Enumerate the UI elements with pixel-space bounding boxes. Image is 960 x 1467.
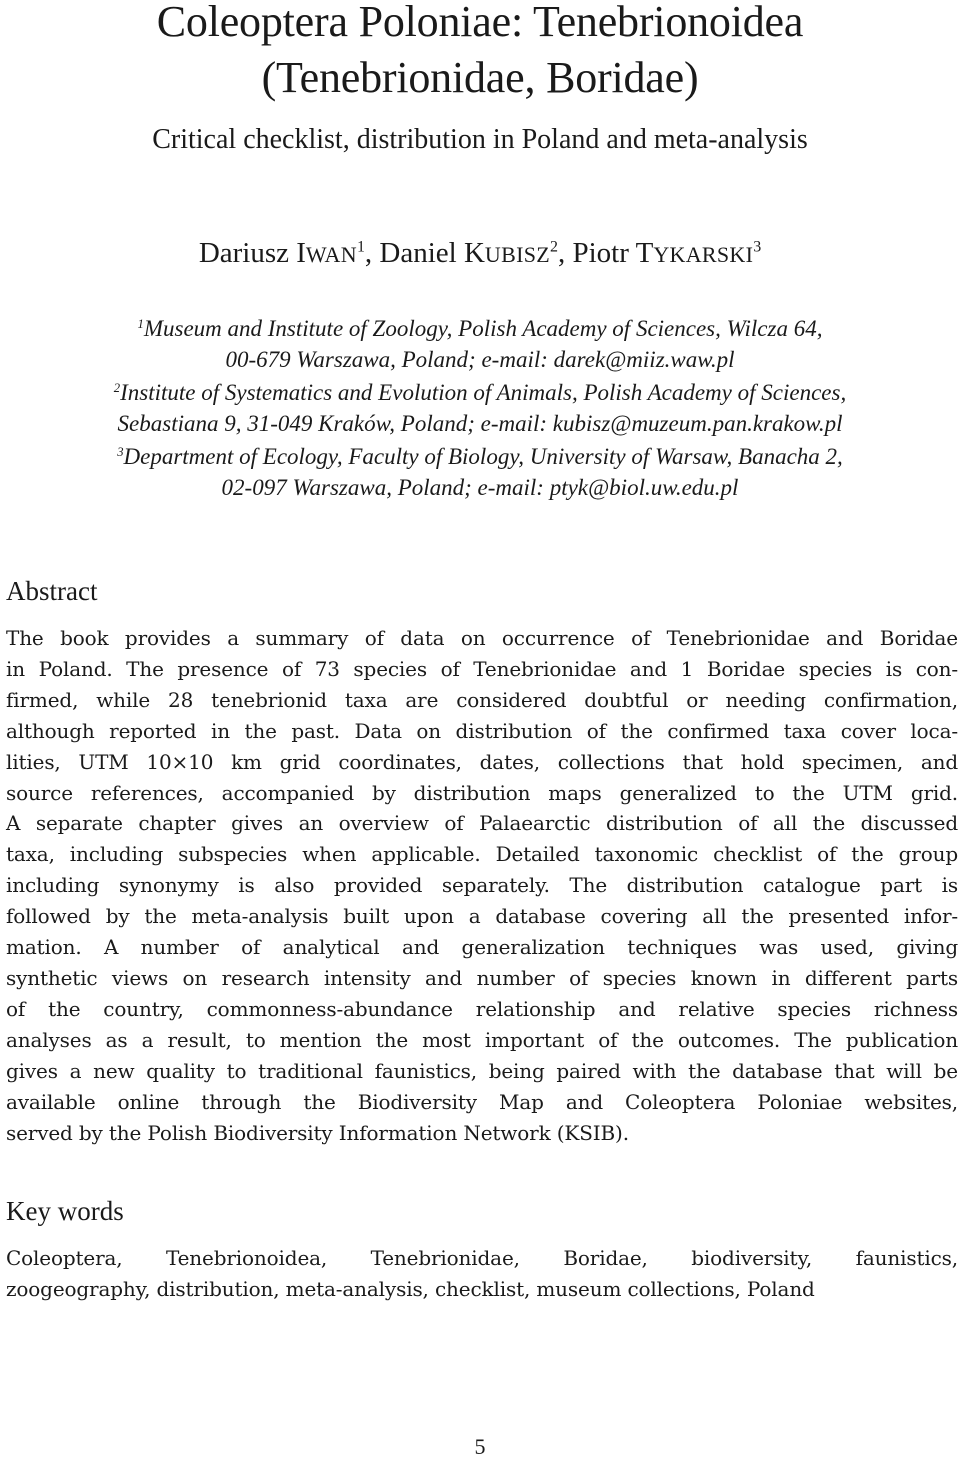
keywords-line: zoogeography, distribution, meta-analysis, checklist, museum collections, Poland: [6, 1276, 815, 1301]
abstract-line: synthetic views on research intensity and number of species known in different parts: [6, 965, 958, 990]
affiliation-3-line-1: Department of Ecology, Faculty of Biology, University of Warsaw, Banacha 2,: [123, 444, 843, 469]
author-1: Dariusz IWAN$^1$: [198, 237, 365, 269]
keywords-text: [6, 1243, 958, 1305]
abstract-text: [6, 623, 958, 1148]
abstract-line: firmed, while 28 tenebrionid taxa are considered doubtful or needing confirmation,: [6, 687, 958, 712]
abstract-line: gives a new quality to traditional faunistics, being paired with the database that will be: [6, 1058, 958, 1083]
affiliation-2: [0, 377, 960, 439]
subtitle: Critical checklist, distribution in Poland and meta-analysis: [152, 124, 808, 155]
author-list: [0, 236, 960, 272]
affiliation-1: [0, 313, 960, 375]
affiliation-2-line-2: Sebastiana 9, 31-049 Kraków, Poland; e-mail: kubisz@muzeum.pan.krakow.pl: [117, 411, 843, 436]
abstract-line: of the country, commonness-abundance relationship and relative species richness: [6, 996, 958, 1021]
abstract-line: mation. A number of analytical and generalization techniques was used, giving: [6, 935, 958, 960]
abstract-line: including synonymy is also provided separately. The distribution catalogue part is: [6, 873, 958, 898]
affiliation-2-mark: 2: [113, 380, 121, 395]
abstract-line: The book provides a summary of data on occurrence of Tenebrionidae and Boridae: [6, 626, 958, 650]
page-number: 5: [474, 1434, 486, 1459]
title-line-1: Coleoptera Poloniae: Tenebrionoidea: [156, 0, 804, 46]
affiliation-1-line-2: 00-679 Warszawa, Poland; e-mail: darek@miiz.waw.pl: [225, 347, 735, 372]
abstract-line: followed by the meta-analysis built upon a database covering all the presented infor-: [6, 904, 958, 929]
author-1-affiliation-mark: 1: [356, 238, 365, 256]
abstract-heading: Abstract: [6, 576, 98, 606]
author-2: Daniel KUBISZ$^2$: [379, 237, 558, 269]
abstract-line: available online through the Biodiversity Map and Coleoptera Poloniae websites,: [6, 1089, 958, 1114]
abstract-line: although reported in the past. Data on distribution of the confirmed taxa cover loca-: [6, 718, 958, 743]
affiliation-2-line-1: Institute of Systematics and Evolution of Animals, Polish Academy of Sciences,: [120, 380, 847, 405]
abstract-line: served by the Polish Biodiversity Information Network (KSIB).: [6, 1120, 629, 1145]
author-separator: ,: [364, 237, 380, 269]
keywords-heading: Key words: [6, 1196, 124, 1226]
title-line-2: (Tenebrionidae, Boridae): [261, 53, 699, 102]
affiliation-1-line-1: Museum and Institute of Zoology, Polish Academy of Sciences, Wilcza 64,: [143, 316, 823, 341]
abstract-line: source references, accompanied by distribution maps generalized to the UTM grid.: [6, 780, 958, 805]
abstract-line: taxa, including subspecies when applicable. Detailed taxonomic checklist of the group: [6, 842, 958, 867]
affiliation-1-mark: 1: [137, 316, 144, 331]
author-3-affiliation-mark: 3: [753, 238, 762, 256]
abstract-line: A separate chapter gives an overview of Palaearctic distribution of all the discussed: [6, 811, 958, 836]
abstract-line: lities, UTM 10×10 km grid coordinates, dates, collections that hold specimen, and: [6, 749, 958, 774]
author-separator: ,: [557, 237, 573, 269]
abstract-line: analyses as a result, to mention the most important of the outcomes. The publication: [6, 1027, 958, 1052]
affiliation-3: [0, 441, 960, 503]
abstract-line: in Poland. The presence of 73 species of Tenebrionidae and 1 Boridae species is con-: [6, 656, 958, 681]
keywords-line: Coleoptera, Tenebrionoidea, Tenebrionidae, Boridae, biodiversity, faunistics,: [6, 1246, 958, 1270]
affiliation-3-mark: 3: [117, 444, 124, 459]
author-3: Piotr TYKARSKI$^3$: [572, 237, 762, 269]
author-2-affiliation-mark: 2: [549, 238, 558, 256]
affiliation-3-line-2: 02-097 Warszawa, Poland; e-mail: ptyk@biol.uw.edu.pl: [221, 475, 739, 500]
